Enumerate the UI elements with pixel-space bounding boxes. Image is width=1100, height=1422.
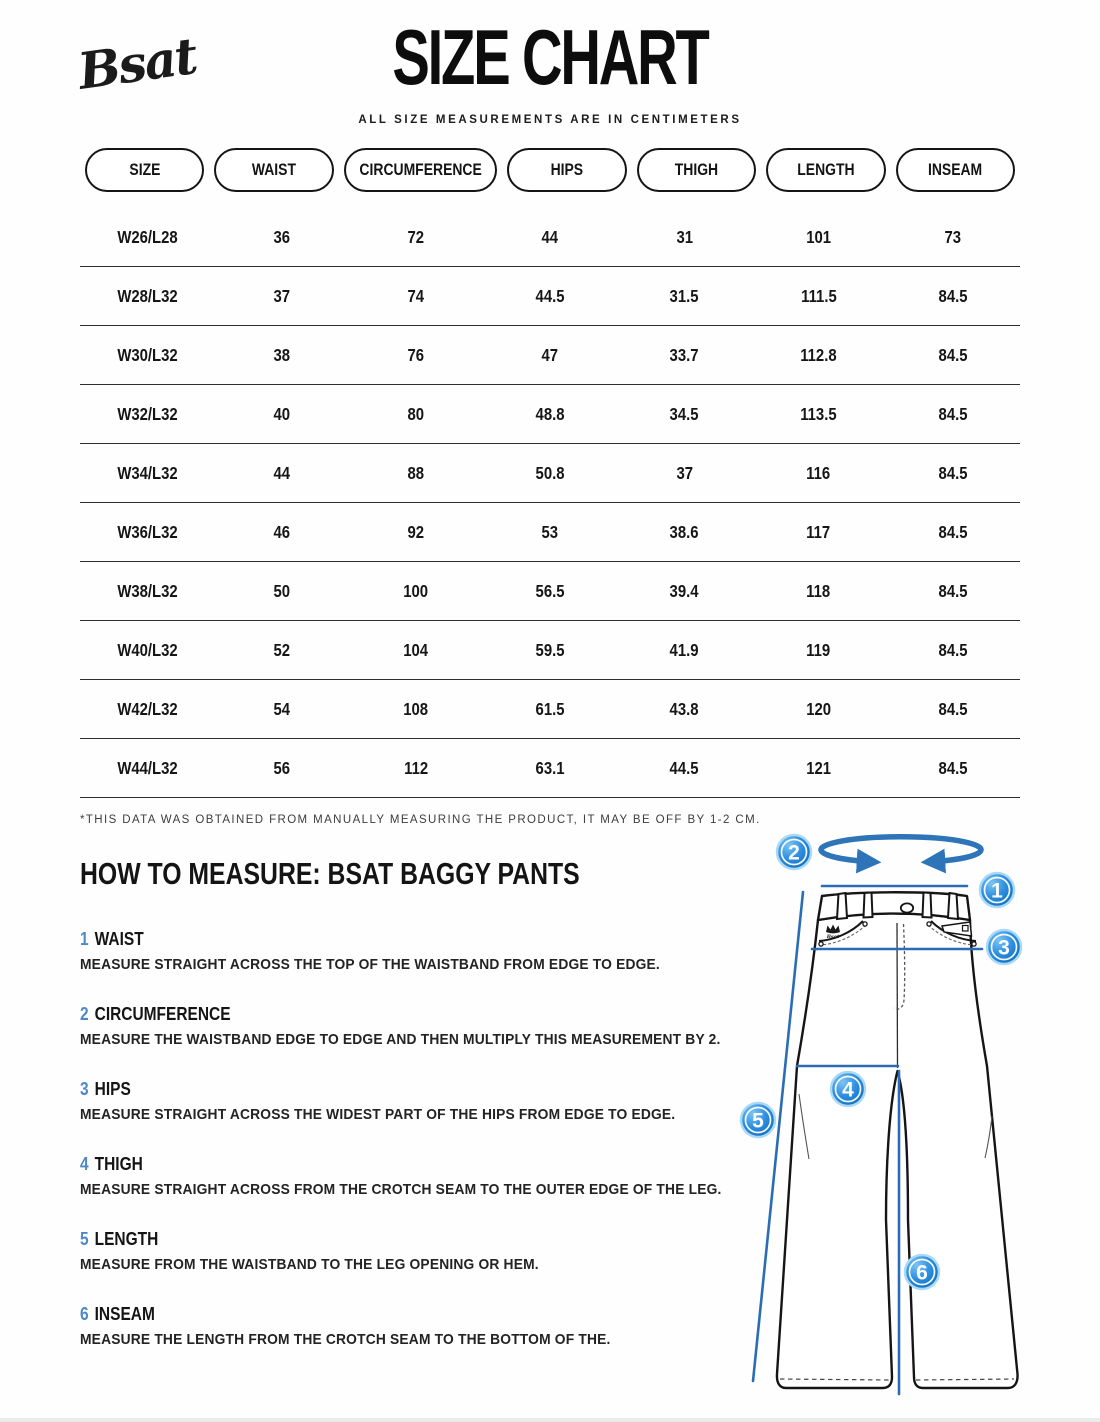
cell-text: 84.5 <box>938 521 968 542</box>
value-cell <box>617 227 751 248</box>
measure-item-label: INSEAM <box>94 1304 155 1324</box>
table-row-w36-l32 <box>80 503 1020 562</box>
table-row-w40-l32 <box>80 621 1020 680</box>
value-cell <box>886 640 1020 661</box>
cell-text: W36/L32 <box>116 521 178 542</box>
center-front-seam <box>897 923 898 1068</box>
measure-item-description: MEASURE STRAIGHT ACROSS THE TOP OF THE WAISTBAND FROM EDGE TO EDGE. <box>80 956 660 973</box>
cell-text: 50.8 <box>535 462 565 483</box>
cell-text: 101 <box>806 226 831 247</box>
column-label: LENGTH <box>797 160 855 179</box>
cell-text: 52 <box>273 639 290 660</box>
size-table <box>80 148 1020 798</box>
cell-text: 80 <box>407 403 424 424</box>
column-pill-circumference <box>344 148 497 192</box>
cell-text: 43.8 <box>669 698 699 719</box>
cell-text: 38 <box>273 344 290 365</box>
cell-text: 31 <box>676 226 693 247</box>
cell-text: 37 <box>273 285 290 306</box>
value-cell <box>214 404 348 425</box>
measure-item-description: MEASURE THE LENGTH FROM THE CROTCH SEAM TO THE BOTTOM OF THE. <box>80 1331 611 1348</box>
cell-text: W30/L32 <box>116 344 178 365</box>
cell-text: 59.5 <box>535 639 565 660</box>
table-body <box>80 208 1020 798</box>
cell-text: 73 <box>944 226 962 247</box>
value-cell <box>214 286 348 307</box>
cell-text: 84.5 <box>938 403 968 424</box>
measure-item-thigh <box>80 1154 740 1198</box>
measure-item-label: THIGH <box>94 1154 143 1174</box>
how-to-section <box>80 858 740 1379</box>
marker-5-label: 5 <box>752 1109 764 1133</box>
column-pill-waist <box>214 148 333 192</box>
cell-text: 108 <box>403 698 429 719</box>
value-cell <box>751 640 885 661</box>
measure-item-number: 3 <box>80 1079 89 1099</box>
cell-text: 54 <box>273 698 290 719</box>
title-wrap <box>0 13 1100 101</box>
brand-logo: Bsat <box>74 26 200 101</box>
measure-item-title <box>80 929 648 950</box>
crown-logo-icon <box>826 925 840 941</box>
column-label: THIGH <box>674 160 719 179</box>
cell-text: 34.5 <box>669 403 699 424</box>
size-cell <box>80 522 214 543</box>
cell-text: 44 <box>541 226 559 247</box>
column-label: INSEAM <box>928 160 983 179</box>
measure-item-number: 5 <box>80 1229 89 1249</box>
value-cell <box>886 404 1020 425</box>
marker-2 <box>777 835 811 869</box>
cell-text: 119 <box>806 639 831 660</box>
value-cell <box>886 581 1020 602</box>
value-cell <box>214 522 348 543</box>
measure-item-waist <box>80 929 740 973</box>
how-to-items <box>80 929 740 1348</box>
value-cell <box>483 404 617 425</box>
cell-text: 56 <box>273 757 290 778</box>
value-cell <box>349 463 483 484</box>
cell-text: 36 <box>273 226 290 247</box>
size-cell <box>80 404 214 425</box>
page-bottom-edge <box>0 1418 1100 1422</box>
value-cell <box>886 758 1020 779</box>
cell-text: 117 <box>806 521 831 542</box>
value-cell <box>751 345 885 366</box>
value-cell <box>751 463 885 484</box>
pants-outline-drawing <box>777 892 1018 1388</box>
marker-3 <box>987 930 1021 964</box>
cell-text: 112.8 <box>800 344 837 365</box>
cell-text: 31.5 <box>669 285 699 306</box>
value-cell <box>483 581 617 602</box>
column-pill-thigh <box>637 148 756 192</box>
table-row-w32-l32 <box>80 385 1020 444</box>
value-cell <box>751 286 885 307</box>
value-cell <box>751 699 885 720</box>
cell-text: 44.5 <box>669 757 699 778</box>
value-cell <box>349 699 483 720</box>
marker-3-label: 3 <box>998 936 1010 960</box>
marker-2-label: 2 <box>788 841 800 865</box>
size-cell <box>80 286 214 307</box>
measure-item-hips <box>80 1079 740 1123</box>
value-cell <box>617 758 751 779</box>
value-cell <box>617 699 751 720</box>
value-cell <box>349 581 483 602</box>
measure-item-title <box>80 1004 648 1025</box>
value-cell <box>886 286 1020 307</box>
cell-text: W40/L32 <box>116 639 178 660</box>
table-row-w42-l32 <box>80 680 1020 739</box>
cell-text: 84.5 <box>938 698 968 719</box>
measure-item-description: MEASURE STRAIGHT ACROSS FROM THE CROTCH SEAM TO THE OUTER EDGE OF THE LEG. <box>80 1181 722 1198</box>
cell-text: 121 <box>806 757 831 778</box>
measure-item-label: LENGTH <box>94 1229 159 1249</box>
crown-logo-text: Bsat <box>826 934 840 940</box>
size-cell <box>80 581 214 602</box>
cell-text: W28/L32 <box>116 285 178 306</box>
cell-text: W34/L32 <box>116 462 178 483</box>
value-cell <box>751 758 885 779</box>
value-cell <box>483 640 617 661</box>
measure-item-number: 6 <box>80 1304 89 1324</box>
value-cell <box>886 345 1020 366</box>
value-cell <box>886 522 1020 543</box>
measure-item-label: WAIST <box>94 929 144 949</box>
column-pill-hips <box>507 148 626 192</box>
marker-1-label: 1 <box>991 879 1003 903</box>
cell-text: 41.9 <box>669 639 699 660</box>
cell-text: 100 <box>403 580 429 601</box>
cell-text: 38.6 <box>669 521 699 542</box>
cell-text: 118 <box>806 580 831 601</box>
cell-text: 61.5 <box>535 698 565 719</box>
value-cell <box>483 522 617 543</box>
value-cell <box>886 699 1020 720</box>
size-cell <box>80 640 214 661</box>
marker-6 <box>905 1255 939 1289</box>
value-cell <box>483 227 617 248</box>
measure-item-title <box>80 1079 648 1100</box>
value-cell <box>214 581 348 602</box>
table-row-w28-l32 <box>80 267 1020 326</box>
column-label: HIPS <box>550 160 584 179</box>
cell-text: 46 <box>273 521 290 542</box>
value-cell <box>617 345 751 366</box>
value-cell <box>886 463 1020 484</box>
marker-4 <box>831 1072 865 1106</box>
value-cell <box>483 345 617 366</box>
coin-pocket-button <box>963 926 969 932</box>
measure-item-title <box>80 1154 648 1175</box>
value-cell <box>751 522 885 543</box>
value-cell <box>349 345 483 366</box>
value-cell <box>617 286 751 307</box>
value-cell <box>349 758 483 779</box>
column-label: CIRCUMFERENCE <box>359 160 482 179</box>
page-title: SIZE CHART <box>392 13 708 101</box>
value-cell <box>751 581 885 602</box>
measure-item-label: CIRCUMFERENCE <box>94 1004 231 1024</box>
pants-measurement-diagram <box>720 828 1100 1422</box>
value-cell <box>214 227 348 248</box>
cell-text: 50 <box>273 580 290 601</box>
cell-text: W26/L28 <box>116 226 178 247</box>
table-row-w44-l32 <box>80 739 1020 798</box>
cell-text: 44.5 <box>535 285 565 306</box>
how-to-heading: HOW TO MEASURE: BSAT BAGGY PANTS <box>80 856 580 891</box>
cell-text: 112 <box>403 757 428 778</box>
value-cell <box>214 640 348 661</box>
cell-text: 111.5 <box>800 285 837 306</box>
marker-1 <box>980 873 1014 907</box>
cell-text: W42/L32 <box>116 698 178 719</box>
cell-text: 84.5 <box>938 757 968 778</box>
value-cell <box>751 404 885 425</box>
value-cell <box>214 699 348 720</box>
value-cell <box>214 463 348 484</box>
waist-button-icon <box>901 903 913 912</box>
value-cell <box>483 286 617 307</box>
footnote: *THIS DATA WAS OBTAINED FROM MANUALLY MEASURING THE PRODUCT, IT MAY BE OFF BY 1-2 CM. <box>80 814 761 826</box>
cell-text: 84.5 <box>938 462 968 483</box>
value-cell <box>483 758 617 779</box>
value-cell <box>617 463 751 484</box>
cell-text: W32/L32 <box>116 403 178 424</box>
size-cell <box>80 699 214 720</box>
value-cell <box>349 522 483 543</box>
value-cell <box>617 522 751 543</box>
value-cell <box>886 227 1020 248</box>
cell-text: 92 <box>407 521 424 542</box>
cell-text: W38/L32 <box>116 580 178 601</box>
measure-item-number: 2 <box>80 1004 89 1024</box>
value-cell <box>349 227 483 248</box>
size-cell <box>80 758 214 779</box>
cell-text: 120 <box>806 698 831 719</box>
marker-4-label: 4 <box>842 1078 854 1102</box>
cell-text: 40 <box>273 403 290 424</box>
cell-text: 39.4 <box>669 580 699 601</box>
value-cell <box>617 640 751 661</box>
cell-text: 33.7 <box>669 344 699 365</box>
cell-text: 37 <box>676 462 693 483</box>
column-label: WAIST <box>252 160 297 179</box>
cell-text: 104 <box>403 639 429 660</box>
rotation-arrow-icon <box>821 837 981 862</box>
value-cell <box>751 227 885 248</box>
measure-item-number: 4 <box>80 1154 89 1174</box>
value-cell <box>483 699 617 720</box>
cell-text: 116 <box>806 462 831 483</box>
measure-item-description: MEASURE THE WAISTBAND EDGE TO EDGE AND THEN MULTIPLY THIS MEASUREMENT BY 2. <box>80 1031 721 1048</box>
subtitle: ALL SIZE MEASUREMENTS ARE IN CENTIMETERS <box>358 114 742 126</box>
cell-text: 113.5 <box>800 403 837 424</box>
value-cell <box>349 404 483 425</box>
marker-6-label: 6 <box>916 1261 928 1285</box>
table-row-w26-l28 <box>80 208 1020 267</box>
value-cell <box>349 640 483 661</box>
measure-item-inseam <box>80 1304 740 1348</box>
measure-item-title <box>80 1304 648 1325</box>
value-cell <box>617 404 751 425</box>
column-pill-size <box>85 148 204 192</box>
value-cell <box>214 758 348 779</box>
cell-text: 47 <box>541 344 559 365</box>
cell-text: 63.1 <box>535 757 565 778</box>
column-pill-inseam <box>896 148 1015 192</box>
cell-text: 76 <box>407 344 424 365</box>
value-cell <box>483 463 617 484</box>
cell-text: 84.5 <box>938 639 968 660</box>
cell-text: 44 <box>273 462 290 483</box>
measure-item-description: MEASURE STRAIGHT ACROSS THE WIDEST PART OF THE HIPS FROM EDGE TO EDGE. <box>80 1106 676 1123</box>
table-row-w38-l32 <box>80 562 1020 621</box>
cell-text: 88 <box>407 462 424 483</box>
measure-item-title <box>80 1229 648 1250</box>
marker-5 <box>741 1103 775 1137</box>
measure-item-circumference <box>80 1004 740 1048</box>
measure-item-description: MEASURE FROM THE WAISTBAND TO THE LEG OPENING OR HEM. <box>80 1256 539 1273</box>
cell-text: 56.5 <box>535 580 565 601</box>
value-cell <box>617 581 751 602</box>
cell-text: 84.5 <box>938 285 968 306</box>
size-cell <box>80 227 214 248</box>
cell-text: 53 <box>541 521 559 542</box>
size-cell <box>80 463 214 484</box>
value-cell <box>214 345 348 366</box>
table-header-row <box>80 148 1020 192</box>
cell-text: 84.5 <box>938 344 968 365</box>
cell-text: 84.5 <box>938 580 968 601</box>
cell-text: 48.8 <box>535 403 565 424</box>
column-pill-length <box>766 148 885 192</box>
column-label: SIZE <box>129 160 161 179</box>
measure-item-length <box>80 1229 740 1273</box>
table-row-w34-l32 <box>80 444 1020 503</box>
cell-text: 74 <box>407 285 424 306</box>
size-cell <box>80 345 214 366</box>
cell-text: 72 <box>407 226 424 247</box>
cell-text: W44/L32 <box>116 757 178 778</box>
table-row-w30-l32 <box>80 326 1020 385</box>
measure-item-number: 1 <box>80 929 89 949</box>
value-cell <box>349 286 483 307</box>
measure-item-label: HIPS <box>94 1079 131 1099</box>
